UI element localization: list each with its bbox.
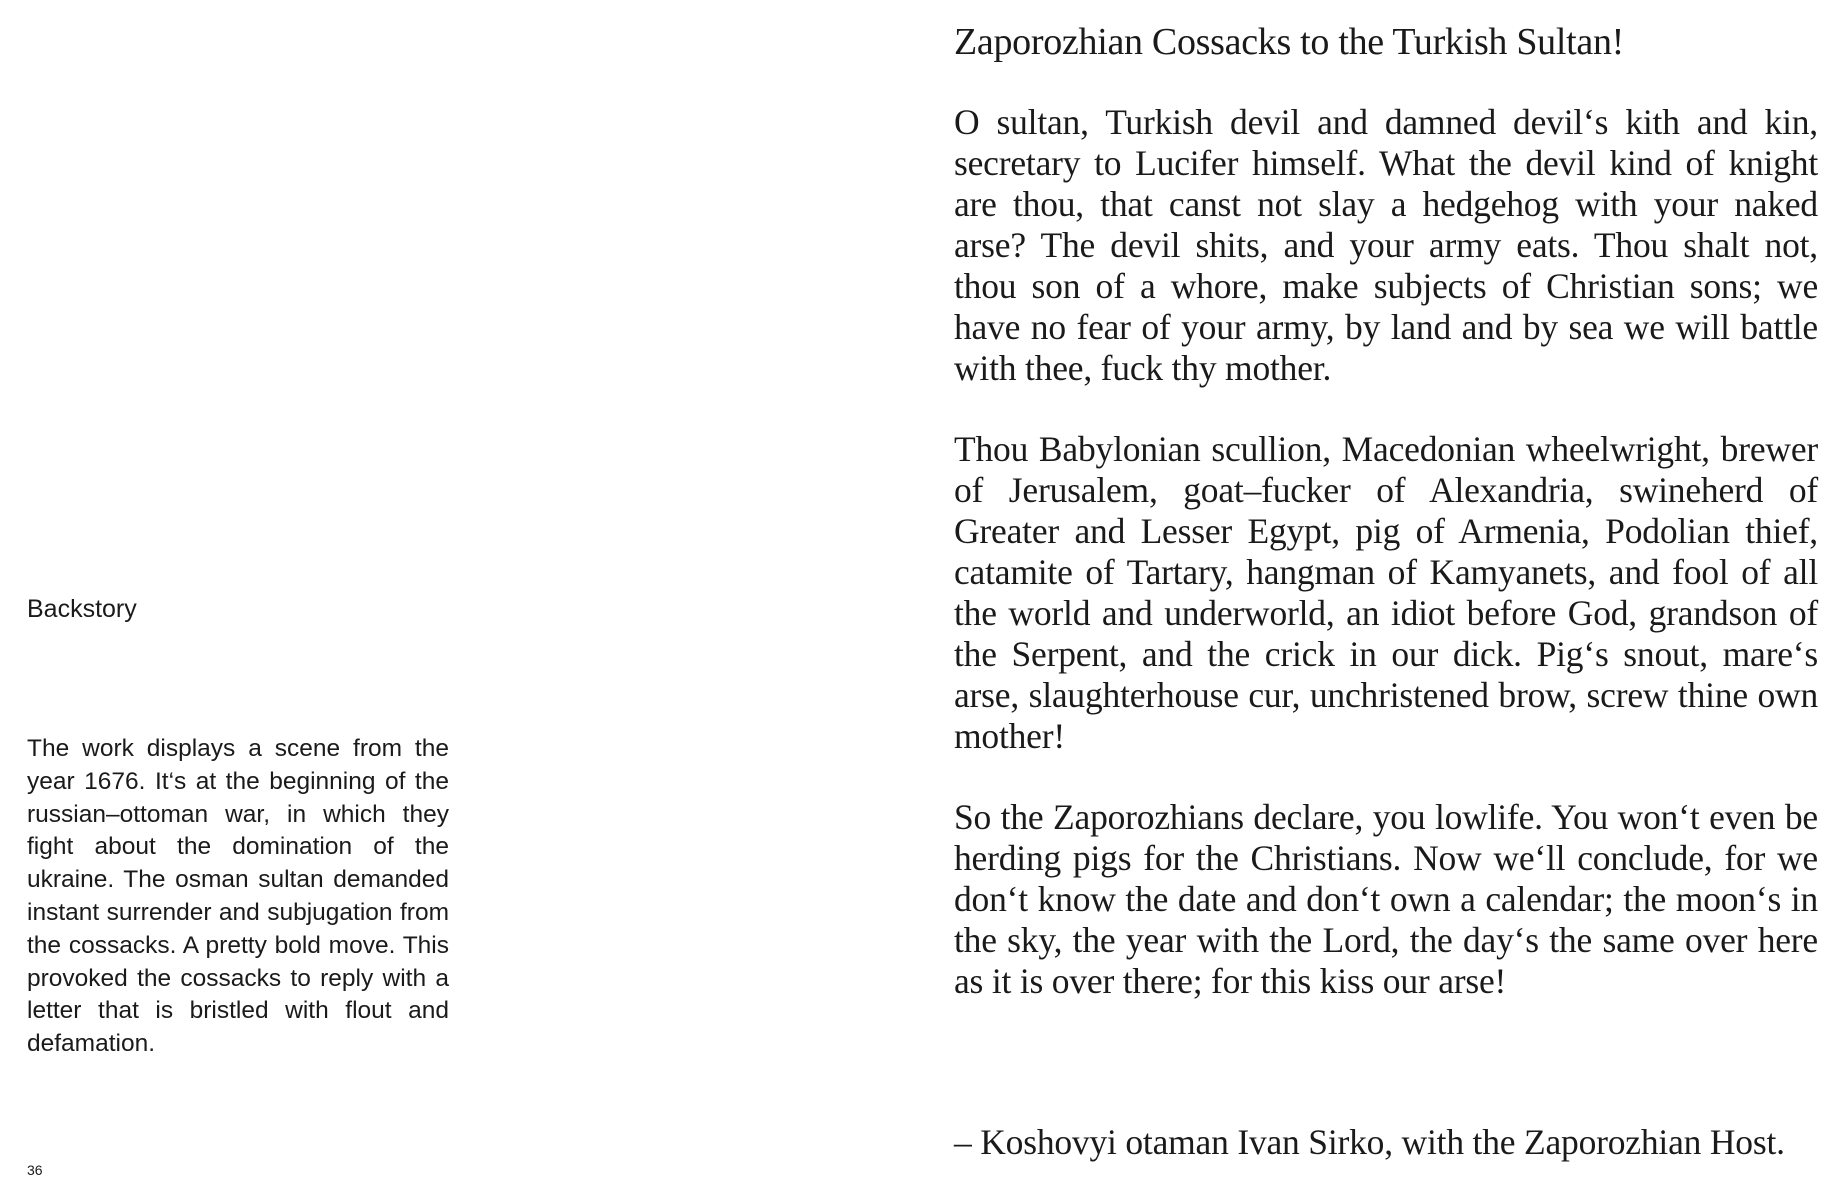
letter-title: Zaporozhian Cossacks to the Turkish Sultan! — [954, 21, 1625, 63]
section-heading: Backstory — [27, 595, 137, 623]
letter-paragraph: So the Zaporozhians declare, you lowlife. You won‘t even be herding pigs for the Christians. Now we‘ll conclude, for we don‘t know the date and don‘t own a calendar; the moon‘s in the sky, the year with the Lord, the day‘s the same over here as it is over there; for this kiss our arse! — [954, 797, 1818, 1001]
left-page — [0, 0, 900, 1199]
letter-paragraph: O sultan, Turkish devil and damned devil‘s kith and kin, secretary to Lucifer himself. What the devil kind of knight are thou, that canst not slay a hedgehog with your naked arse? The devil shits, and your army eats. Thou shalt not, thou son of a whore, make subjects of Christian sons; we have no fear of your army, by land and by sea we will battle with thee, fuck thy mother. — [954, 102, 1818, 388]
page-number: 36 — [27, 1162, 43, 1178]
letter-paragraph: Thou Babylonian scullion, Macedonian wheelwright, brewer of Jerusalem, goat–fucker of Alexandria, swineherd of Greater and Lesser Egypt, pig of Armenia, Podolian thief, catamite of Tartary, hangman of Kamyanets, and fool of all the world and underworld, an idiot before God, grandson of the Serpent, and the crick in our dick. Pig‘s snout, mare‘s arse, slaughterhouse cur, unchristened brow, screw thine own mother! — [954, 429, 1818, 756]
letter-signature: – Koshovyi otaman Ivan Sirko, with the Zaporozhian Host. — [954, 1122, 1785, 1162]
backstory-paragraph: The work displays a scene from the year 1676. It‘s at the beginning of the russian–ottoman war, in which they fight about the domination of the ukraine. The osman sultan demanded instant surrender and subjugation from the cossacks. A pretty bold move. This provoked the cossacks to reply with a letter that is bristled with flout and defamation. — [27, 735, 449, 1058]
right-page — [950, 0, 1822, 1199]
